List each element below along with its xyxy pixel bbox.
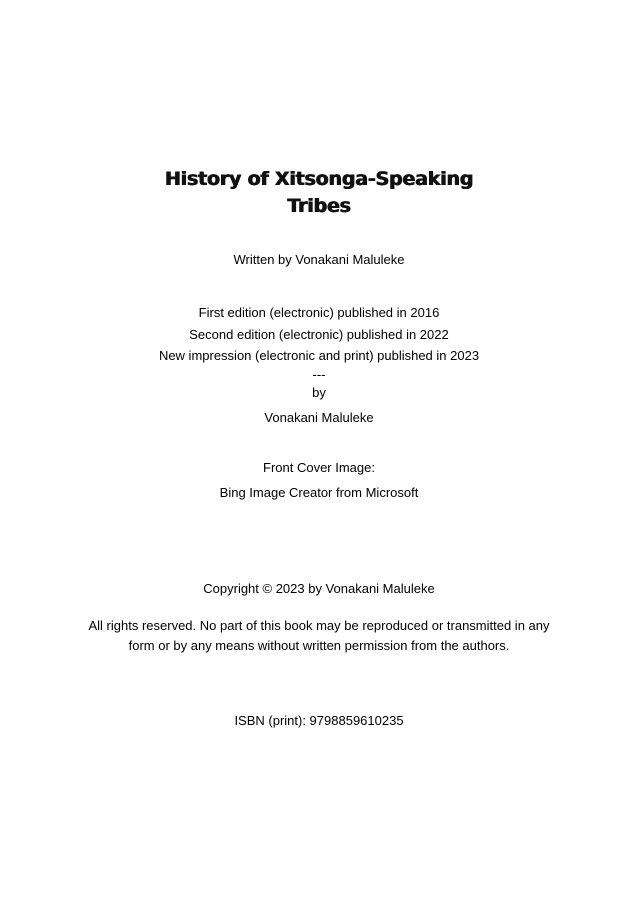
separator: --- bbox=[312, 367, 326, 382]
cover-image-source: Bing Image Creator from Microsoft bbox=[219, 485, 419, 500]
copyright-notice: Copyright © 2023 by Vonakani Maluleke bbox=[203, 581, 435, 596]
first-edition: First edition (electronic) published in 2016 bbox=[198, 305, 440, 320]
cover-image-label: Front Cover Image: bbox=[263, 460, 375, 475]
second-edition: Second edition (electronic) published in 2022 bbox=[189, 327, 449, 342]
book-title-line-1: History of Xitsonga-Speaking bbox=[164, 168, 474, 190]
rights-line-1: All rights reserved. No part of this book may be reproduced or transmitted in any bbox=[88, 618, 550, 633]
book-title-line-2: Tribes bbox=[287, 195, 351, 217]
rights-line-2: form or by any means without written permission from the authors. bbox=[128, 638, 510, 653]
author-name: Vonakani Maluleke bbox=[264, 410, 374, 425]
new-impression: New impression (electronic and print) published in 2023 bbox=[158, 348, 480, 363]
written-by: Written by Vonakani Maluleke bbox=[233, 252, 405, 267]
isbn: ISBN (print): 9798859610235 bbox=[234, 713, 404, 728]
by-label: by bbox=[312, 385, 326, 400]
